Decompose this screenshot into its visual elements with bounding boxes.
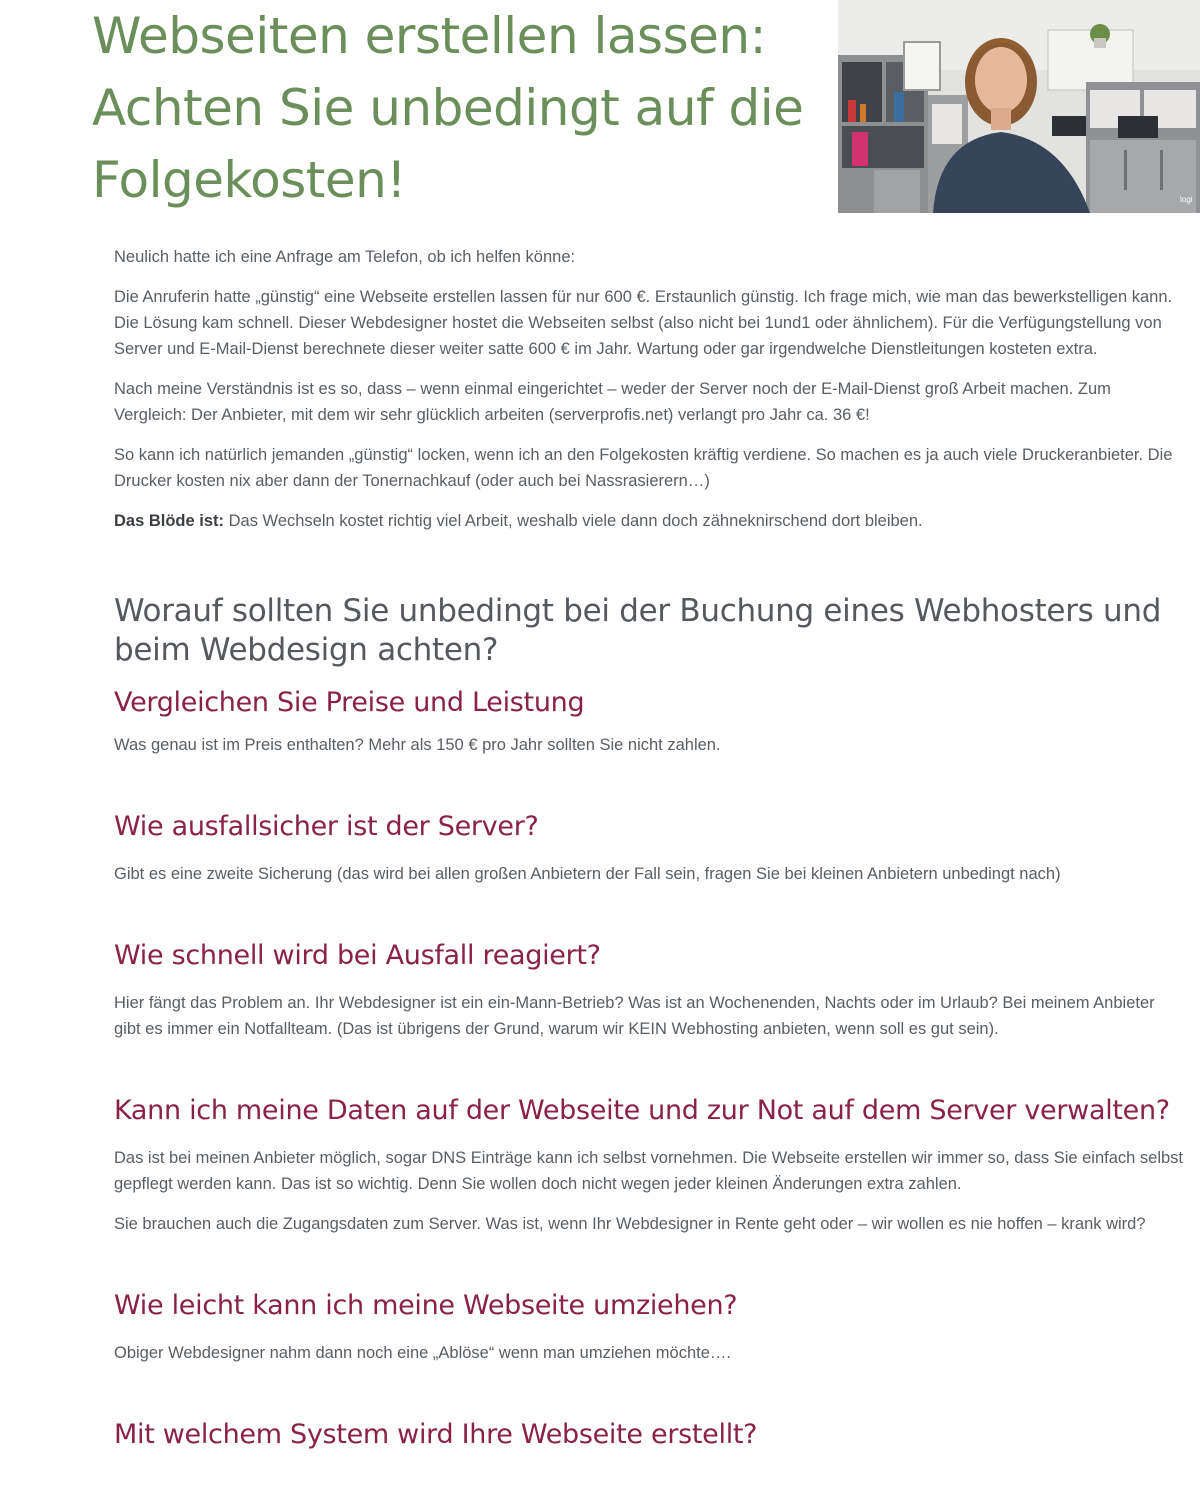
intro-paragraph: Nach meine Verständnis ist es so, dass – wenn einmal eingerichtet – weder der Server noch der E-Mail-Dienst groß Arbeit machen. Zum Vergleich: Der Anbieter, mit dem wir sehr glücklich arbeiten (serverprofis.net) verlangt pro Jahr ca. 36 €! [114, 380, 1111, 424]
section-paragraph: Obiger Webdesigner nahm dann noch eine „Ablöse“ wenn man umziehen möchte…. [114, 1344, 731, 1362]
page-title [92, 0, 812, 216]
emphasis-text: Das Wechseln kostet richtig viel Arbeit, weshalb viele dann doch zähneknirschend dort bleiben. [224, 512, 923, 530]
section-paragraph: Hier fängt das Problem an. Ihr Webdesigner ist ein ein-Mann-Betrieb? Was ist an Wochenenden, Nachts oder im Urlaub? Bei meinem Anbieter gibt es immer ein Notfallteam. (Das ist übrigens der Grund, warum wir KEIN Webhosting anbieten, wenn soll es gut sein). [114, 994, 1155, 1038]
title-line: Folgekosten! [92, 151, 406, 209]
title-line: Webseiten erstellen lassen: [92, 7, 766, 65]
photo-watermark: logi [1180, 195, 1193, 204]
section [114, 1094, 1184, 1237]
section [114, 939, 1184, 1042]
section-heading: Mit welchem System wird Ihre Webseite erstellt? [114, 1419, 758, 1450]
section [114, 810, 1184, 887]
article-content [114, 244, 1184, 1452]
intro-paragraph [114, 508, 1184, 534]
author-video-photo [838, 0, 1200, 213]
section-heading: Vergleichen Sie Preise und Leistung [114, 687, 585, 718]
section-heading: Wie schnell wird bei Ausfall reagiert? [114, 940, 601, 971]
section-paragraph: Sie brauchen auch die Zugangsdaten zum Server. Was ist, wenn Ihr Webdesigner in Rente geht oder – wir wollen es nie hoffen – krank wird? [114, 1215, 1146, 1233]
section-paragraph: Gibt es eine zweite Sicherung (das wird bei allen großen Anbietern der Fall sein, fragen Sie bei kleinen Anbietern unbedingt nach) [114, 865, 1061, 883]
emphasis-label: Das Blöde ist: [114, 512, 225, 530]
intro-paragraph: So kann ich natürlich jemanden „günstig“ locken, wenn ich an den Folgekosten kräftig verdiene. So machen es ja auch viele Druckeranbieter. Die Drucker kosten nix aber dann der Tonernachkauf (oder auch bei Nassrasierern…) [114, 446, 1173, 490]
office-portrait-image [838, 0, 1200, 213]
section-paragraph: Was genau ist im Preis enthalten? Mehr als 150 € pro Jahr sollten Sie nicht zahlen. [114, 736, 721, 754]
section-heading: Wie leicht kann ich meine Webseite umziehen? [114, 1290, 738, 1321]
main-section-heading: Worauf sollten Sie unbedingt bei der Buchung eines Webhosters und beim Webdesign achten? [114, 593, 1162, 668]
section [114, 1289, 1184, 1366]
intro-paragraph: Die Anruferin hatte „günstig“ eine Webseite erstellen lassen für nur 600 €. Erstaunlich günstig. Ich frage mich, wie man das bewerkstelligen kann. Die Lösung kam schnell. Dieser Webdesigner hostet die Webseiten selbst (also nicht bei 1und1 oder ähnlichem). Für die Verfügungstellung von Server und E-Mail-Dienst berechnete dieser weiter satte 600 € im Jahr. Wartung oder gar irgendwelche Dienstleitungen kosteten extra. [114, 288, 1173, 358]
title-line: Achten Sie unbedingt auf die [92, 79, 804, 137]
section-paragraph: Das ist bei meinen Anbieter möglich, sogar DNS Einträge kann ich selbst vornehmen. Die Webseite erstellen wir immer so, dass Sie einfach selbst gepflegt werden kann. Das ist so wichtig. Denn Sie wollen doch nicht wegen jeder kleinen Änderungen extra zahlen. [114, 1149, 1184, 1193]
section [114, 686, 1184, 758]
section [114, 1418, 1184, 1452]
intro-paragraph: Neulich hatte ich eine Anfrage am Telefon, ob ich helfen könne: [114, 248, 576, 266]
section-heading: Wie ausfallsicher ist der Server? [114, 811, 539, 842]
section-heading: Kann ich meine Daten auf der Webseite und zur Not auf dem Server verwalten? [114, 1095, 1170, 1126]
